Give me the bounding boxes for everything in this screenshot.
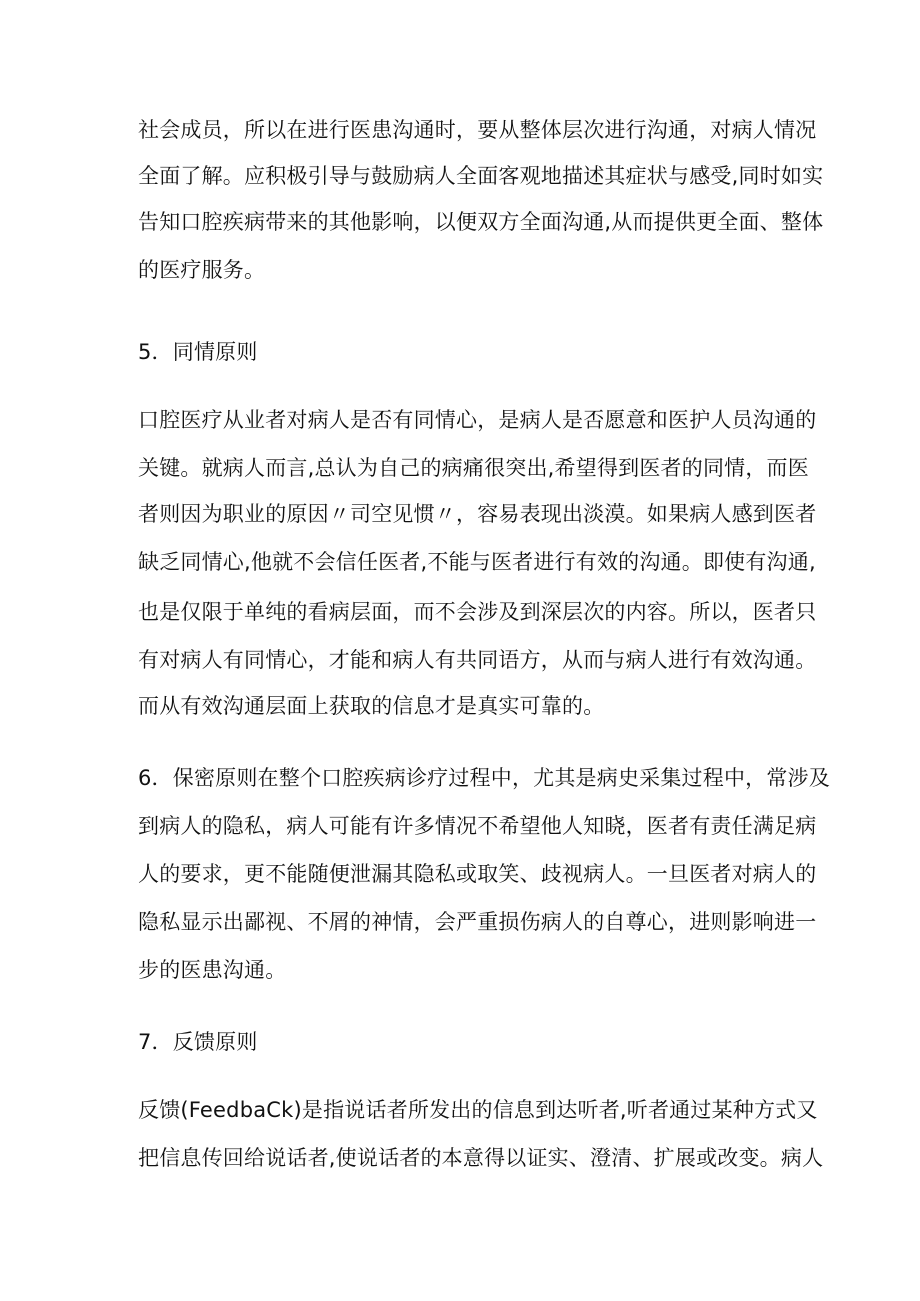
paragraph-line: 关键。就病人而言,总认为自己的病痛很突出,希望得到医者的同情，而医 — [138, 456, 809, 480]
paragraph-line: 口腔医疗从业者对病人是否有同情心，是病人是否愿意和医护人员沟通的 — [138, 408, 817, 432]
paragraph-line: 也是仅限于单纯的看病层面，而不会涉及到深层次的内容。所以，医者只 — [138, 600, 817, 624]
paragraph-line: 反馈(FeedbaCk)是指说话者所发出的信息到达听者,听者通过某种方式又 — [138, 1098, 818, 1122]
paragraph-line: 人的要求，更不能随便泄漏其隐私或取笑、歧视病人。一旦医者对病人的 — [138, 862, 817, 886]
paragraph-line: 而从有效沟通层面上获取的信息才是真实可靠的。 — [138, 694, 605, 718]
paragraph-line: 者则因为职业的原因〃司空见惯〃，容易表现出淡漠。如果病人感到医者 — [138, 502, 817, 526]
paragraph-line: 有对病人有同情心，才能和病人有共同语方，从而与病人进行有效沟通。 — [138, 648, 817, 672]
section-paragraph-6-line: 6．保密原则在整个口腔疾病诊疗过程中，尤其是病史采集过程中，常涉及 — [138, 766, 830, 790]
paragraph-line: 的医疗服务。 — [138, 258, 266, 282]
paragraph-line: 隐私显示出鄙视、不屑的神情，会严重损伤病人的自尊心，进则影响进一 — [138, 910, 817, 934]
paragraph-line: 全面了解。应积极引导与鼓励病人全面客观地描述其症状与感受,同时如实 — [138, 164, 824, 188]
paragraph-line: 到病人的隐私，病人可能有许多情况不希望他人知晓，医者有责任满足病 — [138, 814, 817, 838]
paragraph-line: 缺乏同情心,他就不会信任医者,不能与医者进行有效的沟通。即使有沟通, — [138, 550, 816, 574]
section-heading-5: 5．同情原则 — [138, 340, 258, 364]
paragraph-line: 告知口腔疾病带来的其他影响，以便双方全面沟通,从而提供更全面、整体 — [138, 210, 824, 234]
paragraph-line: 把信息传回给说话者,使说话者的本意得以证实、澄清、扩展或改变。病人 — [138, 1146, 824, 1170]
section-heading-7: 7．反馈原则 — [138, 1030, 258, 1054]
paragraph-line: 步的医患沟通。 — [138, 958, 287, 982]
paragraph-line: 社会成员，所以在进行医患沟通时，要从整体层次进行沟通，对病人情况 — [138, 118, 817, 142]
